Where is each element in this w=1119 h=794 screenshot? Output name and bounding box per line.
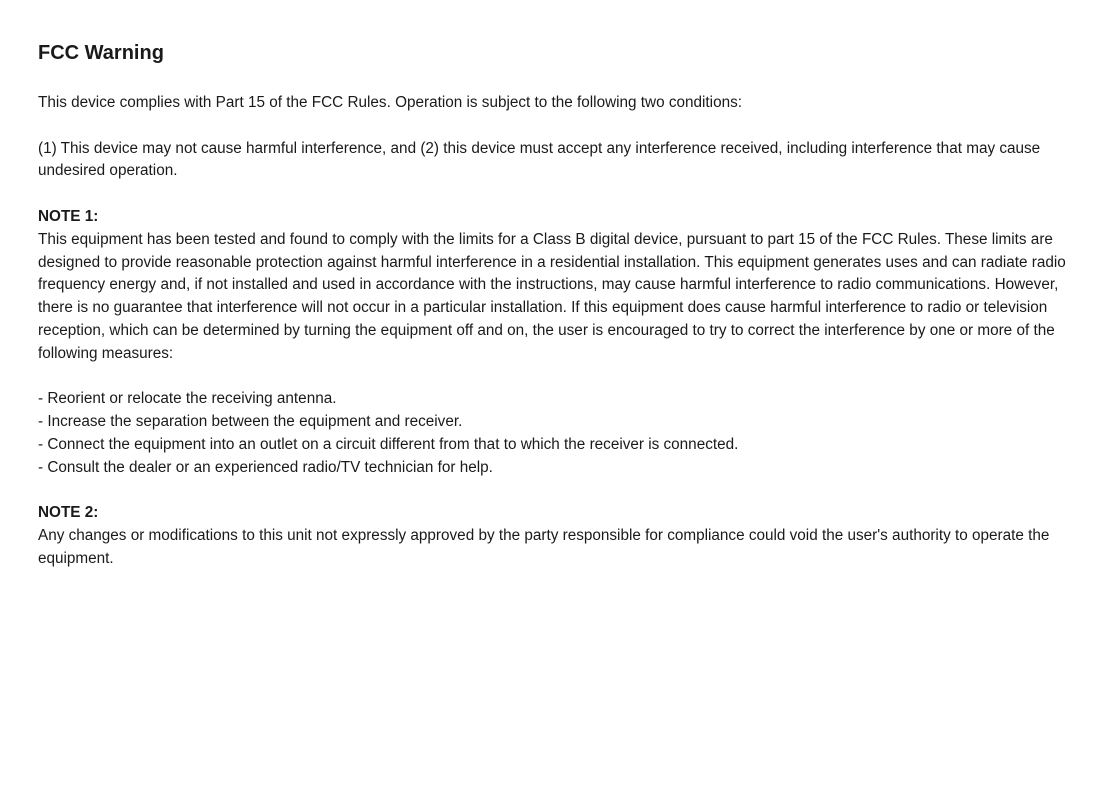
spacer [38,183,1089,206]
conditions-paragraph: (1) This device may not cause harmful interference, and (2) this device must accept any interference received, including interference that may cause undesired operation. [38,139,1041,180]
note2-body: Any changes or modifications to this unit not expressly approved by the party responsible for compliance could void the user's authority to operate the equipment. [38,527,1050,567]
list-item: - Consult the dealer or an experienced radio/TV technician for help. [38,458,493,476]
spacer [38,115,1089,138]
intro-paragraph: This device complies with Part 15 of the FCC Rules. Operation is subject to the following two conditions: [38,94,742,111]
list-item: - Connect the equipment into an outlet on a circuit different from that to which the receiver is connected. [38,435,739,453]
note1-heading: NOTE 1: [38,207,99,225]
list-item: - Reorient or relocate the receiving antenna. [38,390,337,408]
measures-list [38,388,1089,479]
page-title: FCC Warning [38,42,164,64]
note2-heading: NOTE 2: [38,504,99,522]
note1-body: This equipment has been tested and found to comply with the limits for a Class B digital device, pursuant to part 15 of the FCC Rules. These limits are designed to provide reasonable protection against harmful interference in a residential installation. This equipment generates uses and can radiate radio frequency energy and, if not installed and used in accordance with the instructions, may cause harmful interference to radio communications. However, there is no guarantee that interference will not occur in a particular installation. If this equipment does cause harmful interference to radio or television reception, which can be determined by turning the equipment off and on, the user is encouraged to try to correct the interference by one or more of the following measures: [38,230,1066,362]
list-item: - Increase the separation between the equipment and receiver. [38,413,463,431]
spacer [38,366,1089,389]
spacer [38,480,1089,503]
